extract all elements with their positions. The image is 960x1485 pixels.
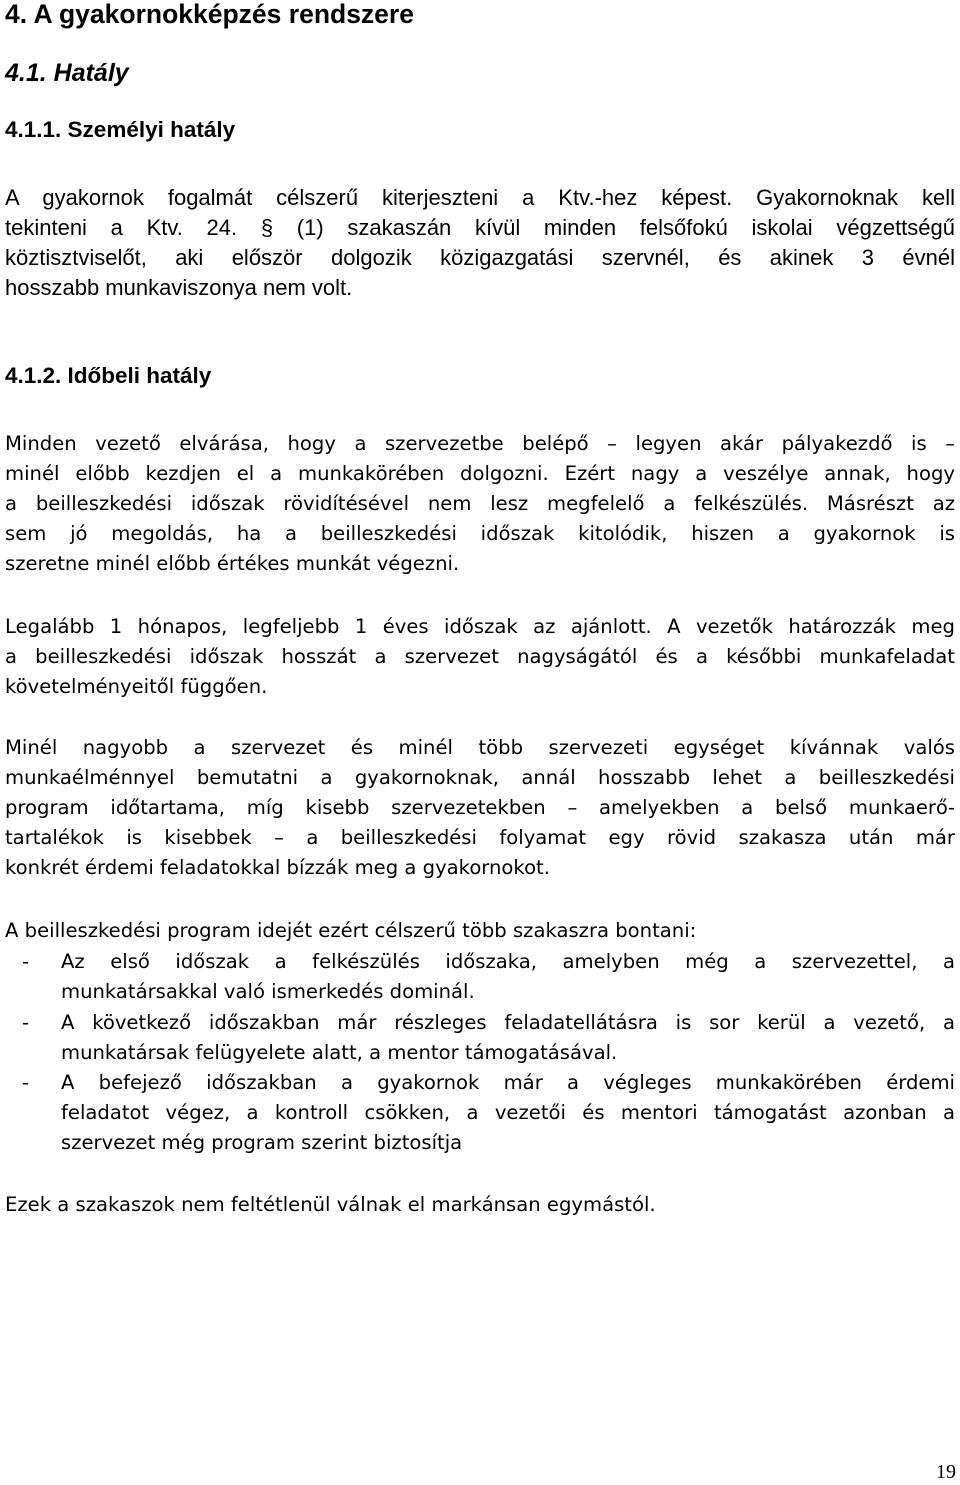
paragraph-line: Minden vezető elvárása, hogy a szervezetbe belépő – legyen akár pályakezdő is – [5, 432, 955, 455]
section-heading: 4.1. Hatály [5, 59, 129, 87]
paragraph-duration [5, 612, 955, 702]
paragraph-line: tartalékok is kisebbek – a beilleszkedési folyamat egy rövid szakasza után már [5, 826, 955, 849]
paragraph-line: szeretne minél előbb értékes munkát végezni. [5, 552, 460, 575]
chapter-heading: 4. A gyakornokképzés rendszere [5, 0, 414, 29]
list-item-line: szervezet még program szerint biztosítja [61, 1131, 463, 1154]
paragraph-line: munkaélménnyel bemutatni a gyakornoknak, annál hosszabb lehet a beilleszkedési [5, 766, 955, 789]
paragraph-line: A beilleszkedési program idejét ezért célszerű több szakaszra bontani: [5, 919, 697, 942]
list-item-line: feladatot végez, a kontroll csökken, a vezetői és mentori támogatást azonban a [61, 1101, 955, 1124]
list-item-line: Az első időszak a felkészülés időszaka, amelyben még a szervezettel, a [61, 950, 955, 973]
paragraph-organization-size [5, 733, 955, 883]
paragraph-line: követelményeitől függően. [5, 675, 268, 698]
paragraph-line: a beilleszkedési időszak rövidítésével nem lesz megfelelő a felkészülés. Másrészt az [5, 492, 955, 515]
list-dash: - [22, 1011, 30, 1034]
list-item-line: munkatársak felügyelete alatt, a mentor támogatásával. [61, 1041, 618, 1064]
paragraph-personal-scope [5, 183, 955, 303]
list-dash: - [22, 950, 30, 973]
paragraph-time-scope [5, 429, 955, 579]
subsection-heading-time-scope: 4.1.2. Időbeli hatály [5, 363, 212, 388]
list-item-line: munkatársakkal való ismerkedés dominál. [61, 980, 475, 1003]
paragraph-line: hosszabb munkaviszonya nem volt. [5, 275, 353, 300]
paragraph-line: A gyakornok fogalmát célszerű kiterjeszteni a Ktv.-hez képest. Gyakornoknak kell [5, 185, 955, 210]
subsection-heading-personal-scope: 4.1.1. Személyi hatály [5, 117, 236, 142]
page-number: 19 [936, 1461, 956, 1483]
list-item-line: A következő időszakban már részleges feladatellátásra is sor kerül a vezető, a [61, 1011, 955, 1034]
paragraph-line: Minél nagyobb a szervezet és minél több szervezeti egységet kívánnak valós [5, 736, 955, 759]
paragraph-line: tekinteni a Ktv. 24. § (1) szakaszán kívül minden felsőfokú iskolai végzettségű [5, 215, 955, 240]
paragraph-line: Legalább 1 hónapos, legfeljebb 1 éves időszak az ajánlott. A vezetők határozzák meg [5, 615, 955, 638]
paragraph-line: Ezek a szakaszok nem feltétlenül válnak el markánsan egymástól. [5, 1193, 656, 1216]
paragraph-line: minél előbb kezdjen el a munkakörében dolgozni. Ezért nagy a veszélye annak, hogy [5, 462, 955, 485]
paragraph-closing [5, 1190, 955, 1220]
list-item-line: A befejező időszakban a gyakornok már a végleges munkakörében érdemi [61, 1071, 955, 1094]
paragraph-line: program időtartama, míg kisebb szervezetekben – amelyekben a belső munkaerő- [5, 796, 955, 819]
list-dash: - [22, 1071, 30, 1094]
paragraph-line: sem jó megoldás, ha a beilleszkedési időszak kitolódik, hiszen a gyakornok is [5, 522, 955, 545]
paragraph-line: a beilleszkedési időszak hosszát a szervezet nagyságától és a későbbi munkafeladat [5, 645, 955, 668]
paragraph-line: konkrét érdemi feladatokkal bízzák meg a gyakornokot. [5, 856, 550, 879]
paragraph-stages-intro [5, 916, 955, 946]
paragraph-line: köztisztviselőt, aki először dolgozik közigazgatási szervnél, és akinek 3 évnél [5, 245, 955, 270]
